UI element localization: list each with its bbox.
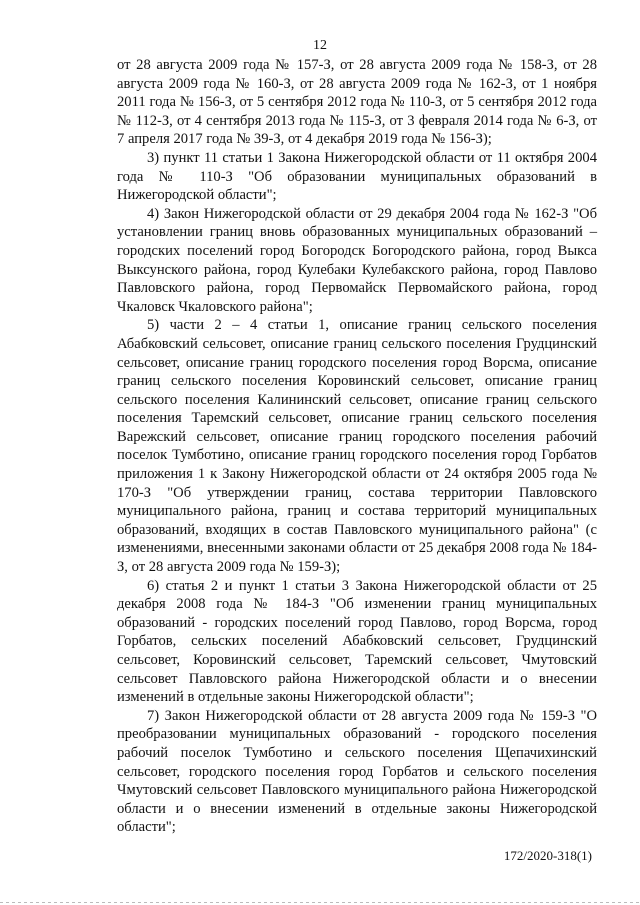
paragraph-item-6: 6) статья 2 и пункт 1 статьи 3 Закона Нижегородской области от 25 декабря 2008 года № 184-З "Об изменении границ муниципальных образований - городских поселений город Павлово, город Ворсма, город Горбатов, сельских поселений Абабковский сельсовет, Грудцинский сельсовет, Коровинский сельсовет, Таремский сельсовет, Чмутовский сельсовет Павловского района Нижегородской области и о внесении изменений в отдельные законы Нижегородской области"; [117, 577, 597, 706]
paragraph-item-3: 3) пункт 11 статьи 1 Закона Нижегородской области от 11 октября 2004 года № 110-З "Об образовании муниципальных образований в Нижегородской области"; [117, 149, 597, 204]
paragraph-item-7: 7) Закон Нижегородской области от 28 августа 2009 года № 159-З "О преобразовании муниципальных образований - городского поселения рабочий поселок Тумботино и сельского поселения Щепачихинский сельсовет, городского поселения город Горбатов и сельского поселения Чмутовский сельсовет Павловского муниципального района Нижегородской области и о внесении изменений в отдельные законы Нижегородской области"; [117, 707, 597, 836]
paragraph-item-4: 4) Закон Нижегородской области от 29 декабря 2004 года № 162-З "Об установлении границ вновь образованных муниципальных образований – городских поселений город Богородск Богородского района, город Выкса Выксунского района, город Кулебаки Кулебакского района, город Павлово Павловского района, город Первомайск Первомайского района, город Чкаловск Чкаловского района"; [117, 205, 597, 315]
page-number: 12 [313, 38, 327, 53]
paragraph-item-5: 5) части 2 – 4 статьи 1, описание границ сельского поселения Абабковский сельсовет, описание границ сельского поселения Грудцинский сельсовет, описание границ городского поселения город Ворсма, описание границ сельского поселения Коровинский сельсовет, описание границ сельского поселения Калининский сельсовет, описание границ сельского поселения Таремский сельсовет, описание границ сельского поселения Варежский сельсовет, описание границ городского поселения рабочий поселок Тумботино, описание границ городского поселения город Горбатов приложения 1 к Закону Нижегородской области от 24 октября 2005 года № 170-З "Об утверждении границ, состава территории Павловского муниципального района, границ и состава территорий муниципальных образований, входящих в состав Павловского муниципального района" (с изменениями, внесенными законами области от 25 декабря 2008 года № 184-З, от 28 августа 2009 года № 159-З); [117, 317, 597, 576]
paragraph-continuation: от 28 августа 2009 года № 157-З, от 28 августа 2009 года № 158-З, от 28 августа 2009 года № 160-З, от 28 августа 2009 года № 162-З, от 1 ноября 2011 года № 156-З, от 5 сентября 2012 года № 110-З, от 5 сентября 2012 года № 112-З, от 4 сентября 2013 года № 115-З, от 3 февраля 2014 года № 6-З, от 7 апреля 2017 года № 39-З, от 4 декабря 2019 года № 156-З); [117, 57, 597, 148]
document-body [117, 56, 597, 837]
scan-edge-divider [0, 902, 640, 903]
document-code: 172/2020-318(1) [503, 848, 592, 863]
